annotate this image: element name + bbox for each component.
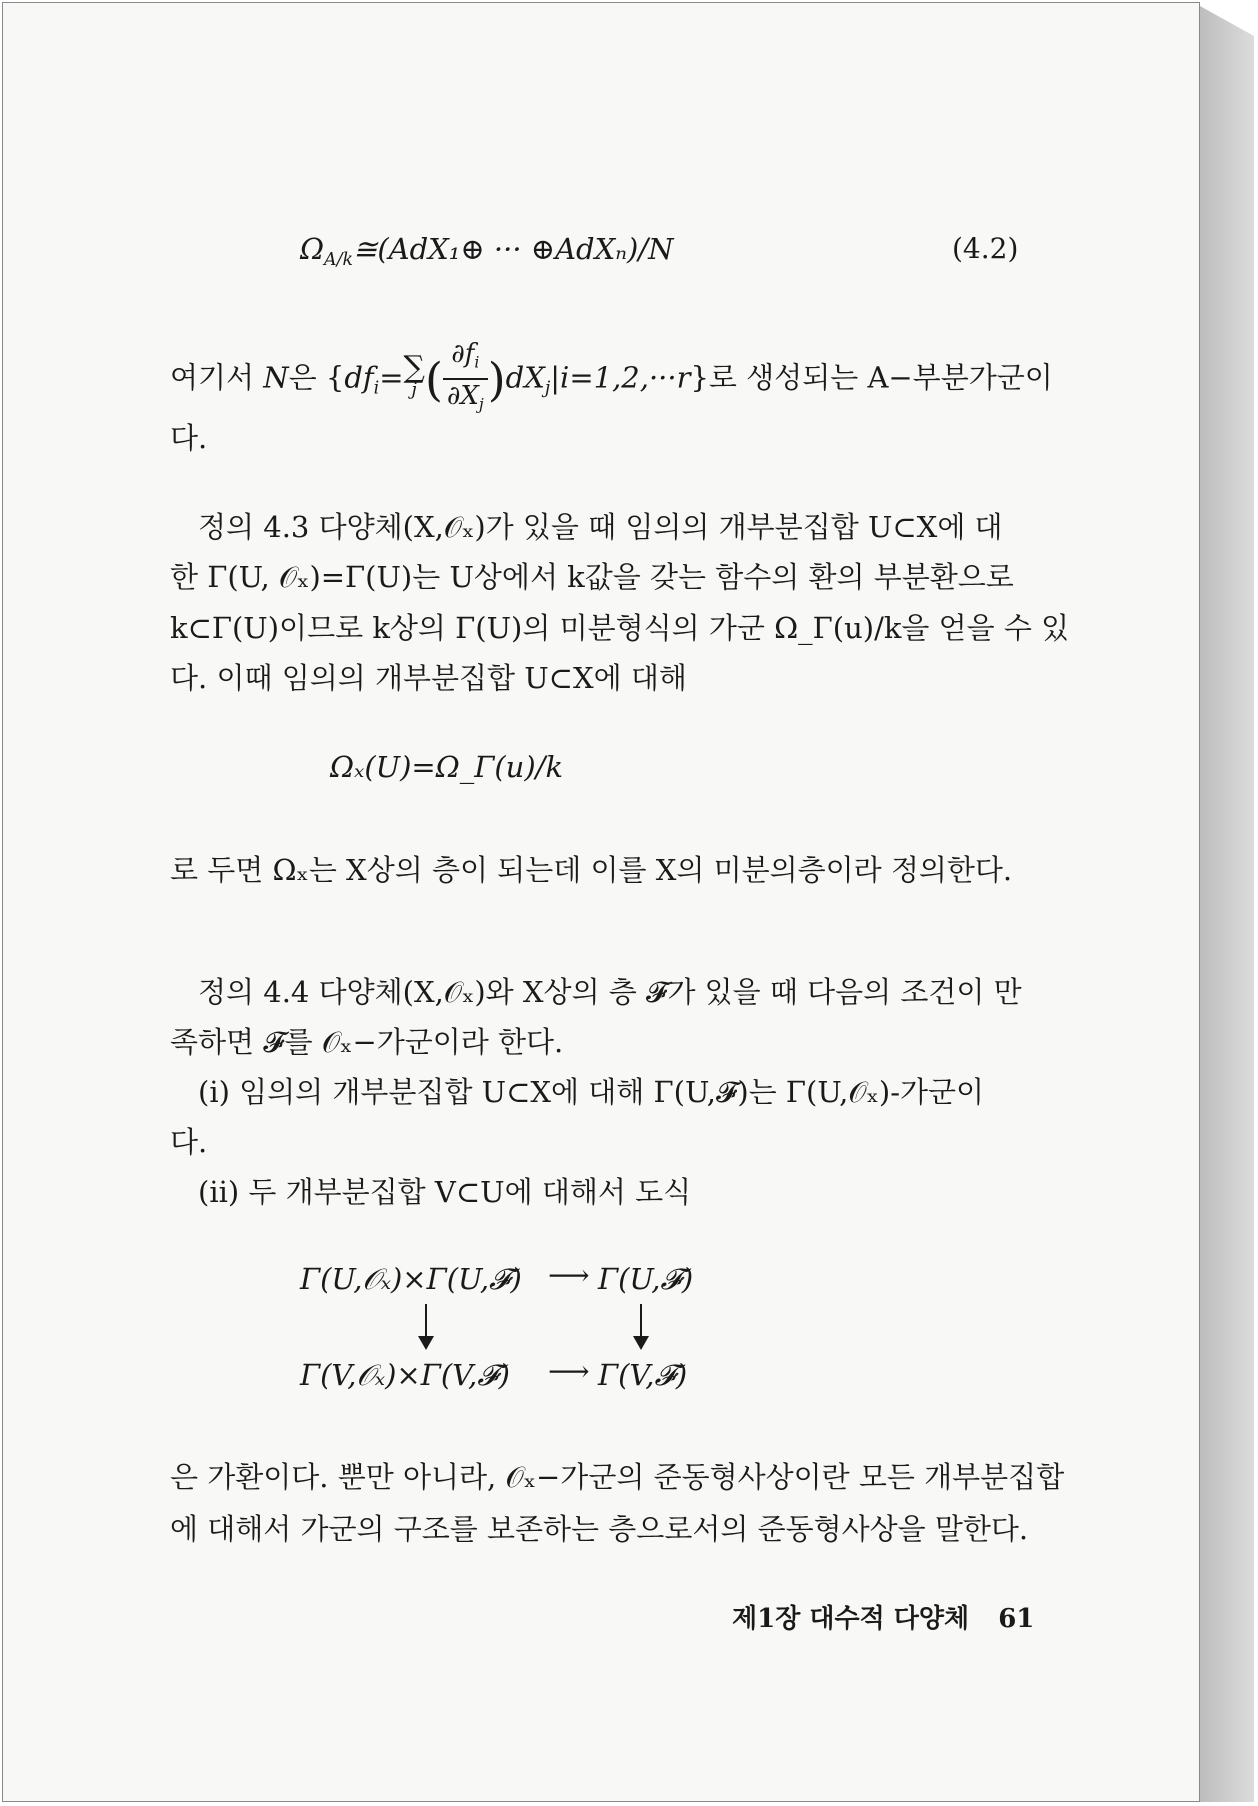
num-subscript: i (474, 353, 480, 372)
equation-4-2 (300, 232, 673, 270)
text-suffix: }로 생성되는 A−부분가군이 (690, 360, 1053, 395)
para-1-line-1 (170, 338, 1053, 421)
fraction-numerator (443, 338, 488, 380)
sum-index: j (411, 379, 418, 401)
running-footer (732, 1598, 1034, 1635)
def-4-4-line-2: 족하면 𝓕를 𝒪ₓ−가군이라 한다. (170, 1025, 564, 1059)
omega-subscript: A/k (324, 250, 354, 271)
symbol-dX: dX (505, 360, 545, 395)
text-prefix: 여기서 (170, 360, 264, 395)
sum-symbol: ∑ (403, 350, 425, 386)
fraction-denominator (443, 380, 488, 420)
diagram-bottom-left: Γ(V,𝒪ₓ)×Γ(V,𝓕) (300, 1358, 510, 1392)
def-4-3-equation: Ωₓ(U)=Ω_Γ(u)/k (330, 750, 564, 784)
def-4-3-line-5: 로 두면 Ωₓ는 X상의 층이 되는데 이를 X의 미분의층이라 정의한다. (170, 853, 1013, 887)
num-text: ∂f (451, 339, 475, 369)
equation-rhs: ≅(AdX₁⊕ ··· ⊕AdXₙ)/N (353, 232, 674, 266)
diagram-top-arrow: ⟶ (548, 1258, 590, 1292)
dX-subscript: j (544, 378, 551, 399)
diagram-top-right: Γ(U,𝓕) (598, 1262, 694, 1296)
chapter-title: 제1장 대수적 다양체 (732, 1604, 970, 1634)
left-paren: ( (424, 352, 443, 407)
closing-line-1: 은 가환이다. 뿐만 아니라, 𝒪ₓ−가군의 준동형사상이란 모든 개부분집합 (170, 1460, 1065, 1494)
def-4-3-line-4: 다. 이때 임의의 개부분집합 U⊂X에 대해 (170, 661, 687, 695)
down-arrow-left (425, 1304, 427, 1348)
page-number: 61 (998, 1604, 1035, 1634)
text-mid: 은 { (288, 360, 345, 395)
page-edge-shadow (1200, 6, 1254, 1802)
def-4-4-line-1: 정의 4.4 다양체(X,𝒪ₓ)와 X상의 층 𝓕가 있을 때 다음의 조건이 만 (198, 975, 1022, 1009)
def-4-4-item-i-cont: 다. (170, 1125, 208, 1159)
def-4-3-line-1: 정의 4.3 다양체(X,𝒪ₓ)가 있을 때 임의의 개부분집합 U⊂X에 대 (198, 510, 1003, 544)
omega-symbol: Ω (300, 232, 325, 266)
sum-operator (403, 350, 425, 401)
den-subscript: j (478, 395, 484, 414)
down-arrow-right (640, 1304, 642, 1348)
right-paren: ) (487, 352, 506, 407)
symbol-N: N (263, 360, 289, 395)
diagram-top-left: Γ(U,𝒪ₓ)×Γ(U,𝓕) (300, 1262, 522, 1296)
para-1-line-2: 다. (170, 421, 208, 455)
equation-number: (4.2) (952, 232, 1019, 265)
def-4-3-line-3: k⊂Γ(U)이므로 k상의 Γ(U)의 미분형식의 가군 Ω_Γ(u)/k을 얻을 수 있 (170, 611, 1070, 645)
def-4-3-line-2: 한 Γ(U, 𝒪ₓ)=Γ(U)는 U상에서 k값을 갖는 함수의 환의 부분환으로 (170, 560, 1014, 594)
equals-sign: = (379, 360, 404, 395)
closing-line-2: 에 대해서 가군의 구조를 보존하는 층으로서의 준동형사상을 말한다. (170, 1512, 1029, 1546)
df-subscript: i (373, 378, 380, 399)
diagram-bottom-arrow: ⟶ (548, 1354, 590, 1388)
symbol-df: df (344, 360, 374, 395)
index-condition: |i=1,2,···r (550, 360, 691, 395)
den-text: ∂X (446, 381, 479, 412)
partial-fraction (443, 338, 488, 421)
def-4-4-item-i: (i) 임의의 개부분집합 U⊂X에 대해 Γ(U,𝓕)는 Γ(U,𝒪ₓ)-가군이 (198, 1075, 985, 1109)
def-4-4-item-ii: (ii) 두 개부분집합 V⊂U에 대해서 도식 (198, 1175, 692, 1209)
diagram-bottom-right: Γ(V,𝓕) (598, 1358, 688, 1392)
